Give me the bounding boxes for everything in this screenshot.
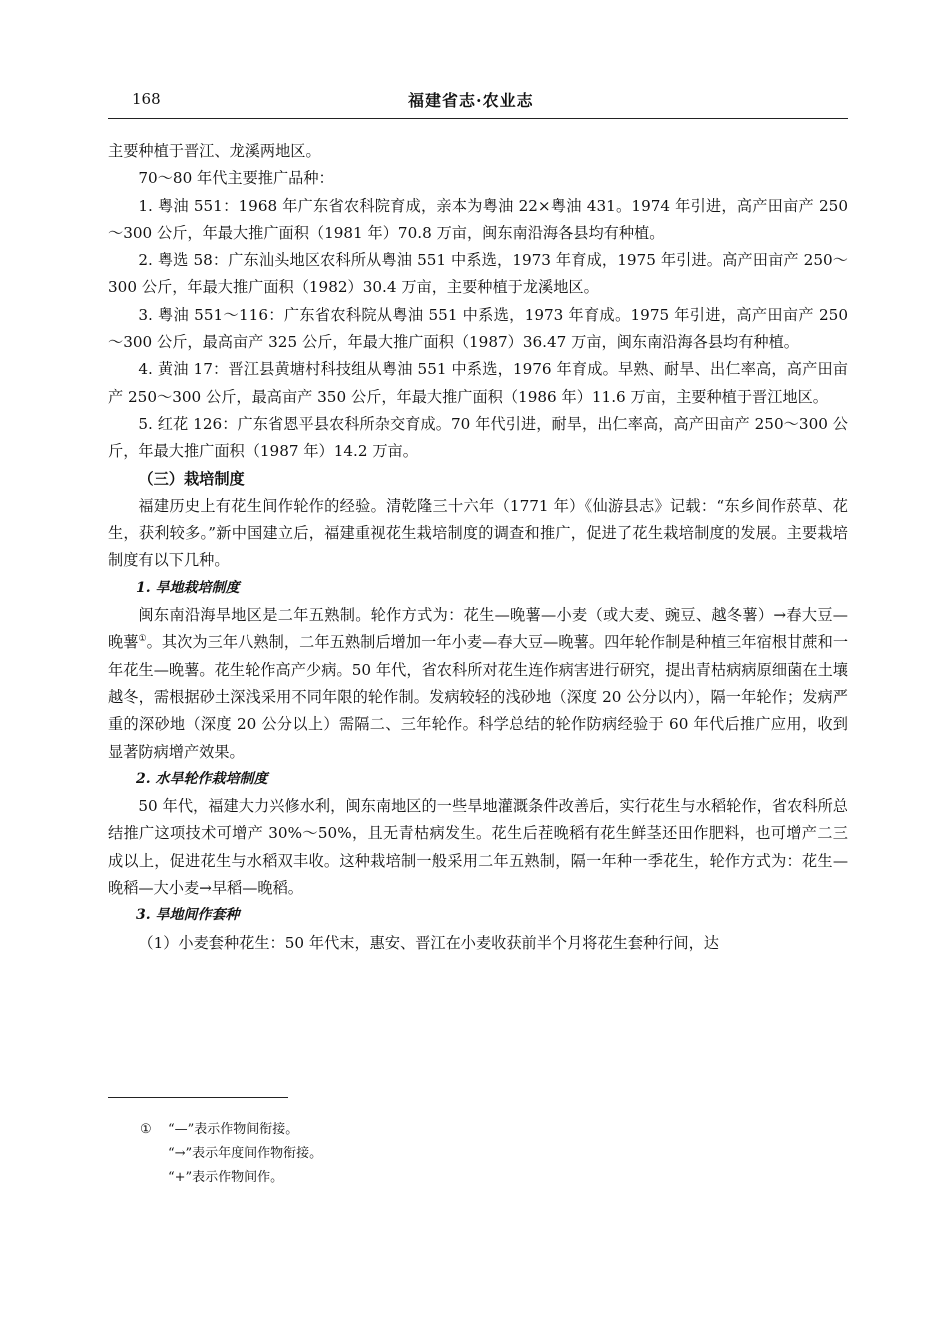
- body-text: [108, 138, 848, 957]
- footnote-line: “→”表示年度间作物衔接。: [168, 1146, 323, 1161]
- variety-item: 4. 黄油 17：晋江县黄塘村科技组从粤油 551 中系选，1976 年育成。早熟、耐旱、出仁率高，高产田亩产 250～300 公斤，最高亩产 350 公斤，年最大推广面积（1986 年）11.6 万亩，主要种植于晋江地区。: [108, 360, 848, 406]
- header-rule: [108, 118, 848, 119]
- paragraph: 主要种植于晋江、龙溪两地区。: [108, 142, 321, 160]
- paragraph-part: 闽东南沿海旱地区是二年五熟制。轮作方式为：花生—晚薯—小麦（或大麦、豌豆、越冬薯）→春大豆—晚薯: [108, 606, 848, 652]
- footnote-line: [140, 1118, 322, 1142]
- paragraph: 50 年代，福建大力兴修水利，闽东南地区的一些旱地灌溉条件改善后，实行花生与水稻轮作，省农科所总结推广这项技术可增产 30%～50%，且无青枯病发生。花生后茬晚稻有花生鲜茎还田作肥料，也可增产二三成以上，促进花生与水稻双丰收。这种栽培制一般采用二年五熟制，隔一年种一季花生，轮作方式为：花生—晚稻—大小麦→早稻—晚稻。: [108, 797, 848, 898]
- page-number: 168: [132, 90, 161, 108]
- running-title: 福建省志·农业志: [408, 91, 534, 110]
- paragraph: [108, 602, 848, 766]
- paragraph: （1）小麦套种花生：50 年代末，惠安、晋江在小麦收获前半个月将花生套种行间，达: [138, 933, 719, 952]
- paragraph: 70～80 年代主要推广品种：: [138, 169, 334, 188]
- subsection-heading: 3. 旱地间作套种: [136, 907, 240, 924]
- variety-item: 1. 粤油 551：1968 年广东省农科院育成，亲本为粤油 22×粤油 431。1974 年引进，高产田亩产 250～300 公斤，年最大推广面积（1981 年）70.8 万亩，闽东南沿海各县均有种植。: [108, 196, 848, 242]
- footnotes: [140, 1118, 322, 1190]
- footnote-text: “—”表示作物间衔接。: [168, 1122, 299, 1137]
- section-heading: （三）栽培制度: [138, 469, 245, 488]
- page-header: [108, 88, 848, 118]
- footnote-rule: [108, 1097, 288, 1098]
- paragraph-part: 。其次为三年八熟制，二年五熟制后增加一年小麦—春大豆—晚薯。四年轮作制是种植三年宿根甘蔗和一年花生—晚薯。花生轮作高产少病。50 年代，省农科所对花生连作病害进行研究，提出青枯病病原细菌在土壤越冬，需根据砂土深浅采用不同年限的轮作制。发病较轻的浅砂地（深度 20 公分以内），隔一年轮作；发病严重的深砂地（深度 20 公分以上）需隔二、三年轮作。科学总结的轮作防病经验于 60 年代后推广应用，收到显著防病增产效果。: [108, 633, 849, 761]
- variety-item: 3. 粤油 551～116：广东省农科院从粤油 551 中系选，1973 年育成。1975 年引进，高产田亩产 250～300 公斤，最高亩产 325 公斤，年最大推广面积（1987）36.47 万亩，闽东南沿海各县均有种植。: [108, 305, 848, 352]
- subsection-heading: 2. 水旱轮作栽培制度: [136, 770, 268, 787]
- subsection-heading: 1. 旱地栽培制度: [136, 579, 240, 596]
- footnote-line: “+”表示作物间作。: [168, 1170, 284, 1185]
- footnote-reference: ①: [138, 634, 147, 645]
- paragraph: 福建历史上有花生间作轮作的经验。清乾隆三十六年（1771 年）《仙游县志》记载：“东乡间作菸草、花生，获利较多。”新中国建立后，福建重视花生栽培制度的调查和推广，促进了花生栽培制度的发展。主要栽培制度有以下几种。: [108, 496, 848, 570]
- footnote-mark: ①: [140, 1122, 152, 1137]
- variety-item: 5. 红花 126：广东省恩平县农科所杂交育成。70 年代引进，耐旱，出仁率高，高产田亩产 250～300 公斤，年最大推广面积（1987 年）14.2 万亩。: [108, 414, 848, 461]
- variety-item: 2. 粤选 58：广东汕头地区农科所从粤油 551 中系选，1973 年育成，1975 年引进。高产田亩产 250～300 公斤，年最大推广面积（1982）30.4 万亩，主要种植于龙溪地区。: [108, 251, 848, 297]
